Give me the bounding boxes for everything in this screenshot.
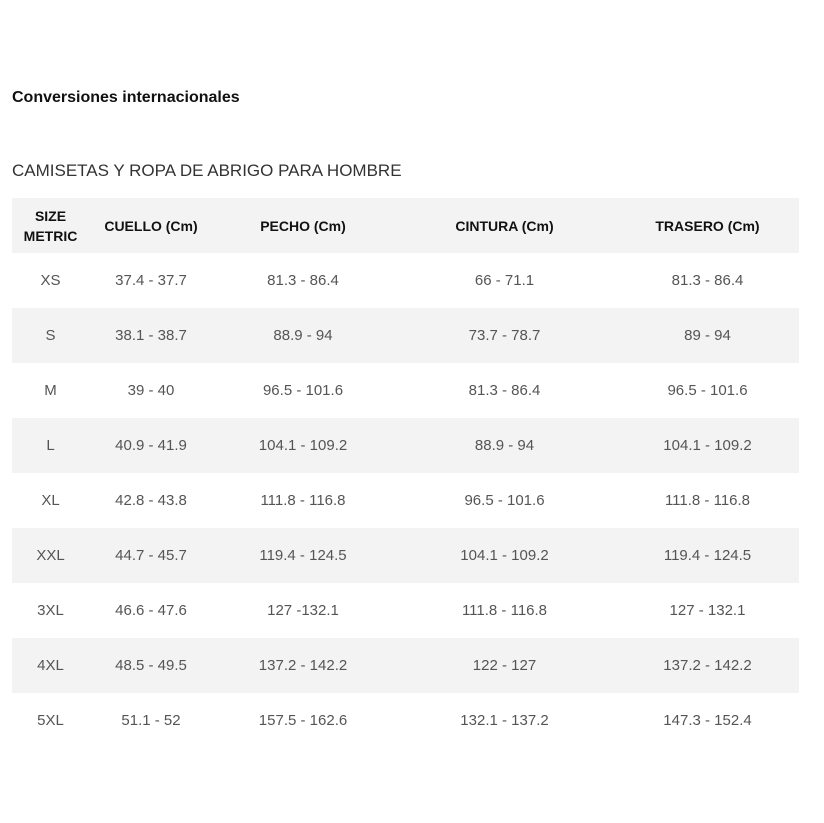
cell-neck: 44.7 - 45.7 — [115, 547, 187, 564]
cell-neck: 48.5 - 49.5 — [115, 657, 187, 674]
table-row — [12, 528, 799, 583]
cell-neck: 38.1 - 38.7 — [115, 327, 187, 344]
cell-chest: 88.9 - 94 — [273, 327, 333, 344]
cell-chest: 119.4 - 124.5 — [259, 547, 347, 564]
table-row — [12, 693, 799, 748]
cell-waist: 66 - 71.1 — [474, 272, 535, 289]
table-row — [12, 418, 799, 473]
section-title: Conversiones internacionales — [12, 89, 240, 106]
cell-size: 5XL — [37, 712, 64, 729]
table-body — [12, 253, 799, 748]
cell-size: 4XL — [37, 657, 64, 674]
cell-size: 3XL — [37, 602, 64, 619]
table-row — [12, 638, 799, 693]
header-chest: PECHO (Cm) — [260, 217, 346, 234]
cell-size: XL — [41, 492, 60, 509]
cell-neck: 51.1 - 52 — [121, 712, 181, 729]
cell-chest: 104.1 - 109.2 — [258, 437, 348, 454]
cell-waist: 132.1 - 137.2 — [460, 712, 549, 729]
header-size-metric — [12, 198, 89, 253]
cell-size: XS — [40, 272, 61, 289]
cell-waist: 96.5 - 101.6 — [464, 492, 545, 509]
cell-neck: 46.6 - 47.6 — [115, 602, 187, 619]
cell-neck: 37.4 - 37.7 — [115, 272, 187, 289]
size-conversion-table — [12, 198, 799, 748]
cell-hips: 147.3 - 152.4 — [663, 712, 752, 729]
cell-hips: 127 - 132.1 — [669, 602, 746, 619]
cell-chest: 111.8 - 116.8 — [260, 492, 346, 509]
header-size-line2: METRIC — [23, 227, 78, 244]
cell-waist: 81.3 - 86.4 — [468, 382, 541, 399]
header-size-line1: SIZE — [34, 207, 67, 224]
cell-size: L — [46, 437, 55, 454]
table-row — [12, 363, 799, 418]
table-row — [12, 473, 799, 528]
table-row — [12, 253, 799, 308]
cell-hips: 81.3 - 86.4 — [671, 272, 744, 289]
cell-hips: 119.4 - 124.5 — [663, 547, 752, 564]
subsection-title: CAMISETAS Y ROPA DE ABRIGO PARA HOMBRE — [12, 161, 402, 180]
cell-waist: 111.8 - 116.8 — [461, 602, 548, 619]
cell-hips: 96.5 - 101.6 — [667, 382, 748, 399]
cell-waist: 73.7 - 78.7 — [468, 327, 541, 344]
cell-chest: 81.3 - 86.4 — [267, 272, 339, 289]
cell-hips: 89 - 94 — [684, 327, 731, 344]
cell-size: S — [45, 327, 56, 344]
table-row — [12, 583, 799, 638]
header-neck: CUELLO (Cm) — [104, 217, 198, 234]
cell-hips: 111.8 - 116.8 — [664, 492, 751, 509]
table-header-row — [12, 198, 799, 253]
cell-neck: 42.8 - 43.8 — [115, 492, 187, 509]
cell-size: XXL — [36, 547, 65, 564]
cell-chest: 96.5 - 101.6 — [262, 382, 344, 399]
cell-hips: 137.2 - 142.2 — [663, 657, 752, 674]
cell-waist: 88.9 - 94 — [474, 437, 535, 454]
cell-waist: 104.1 - 109.2 — [460, 547, 549, 564]
header-hips: TRASERO (Cm) — [655, 217, 760, 234]
cell-chest: 157.5 - 162.6 — [258, 712, 348, 729]
cell-chest: 137.2 - 142.2 — [258, 657, 348, 674]
cell-size: M — [44, 382, 57, 399]
cell-neck: 39 - 40 — [127, 382, 175, 399]
header-waist: CINTURA (Cm) — [455, 217, 554, 234]
cell-chest: 127 -132.1 — [267, 602, 339, 619]
cell-waist: 122 - 127 — [472, 657, 537, 674]
cell-hips: 104.1 - 109.2 — [663, 437, 752, 454]
cell-neck: 40.9 - 41.9 — [115, 437, 187, 454]
table-row — [12, 308, 799, 363]
